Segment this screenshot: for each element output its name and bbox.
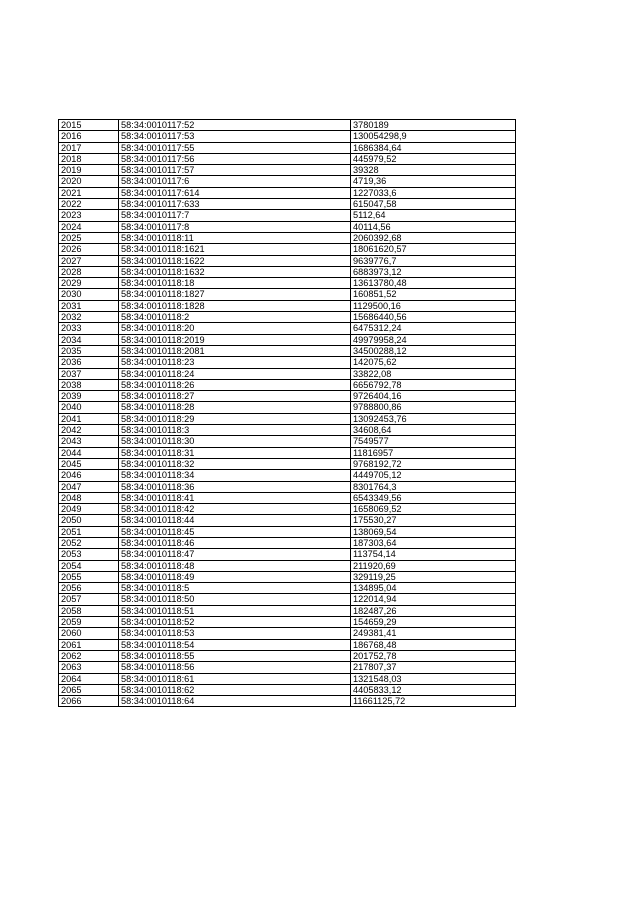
row-number-cell: 2027 bbox=[59, 255, 119, 266]
row-number-cell: 2033 bbox=[59, 323, 119, 334]
row-number-cell: 2055 bbox=[59, 571, 119, 582]
value-cell: 34500288,12 bbox=[351, 345, 516, 356]
table-row bbox=[59, 323, 516, 334]
cadastral-number-cell: 58:34:0010118:50 bbox=[119, 594, 351, 605]
table-row bbox=[59, 312, 516, 323]
row-number-cell: 2036 bbox=[59, 357, 119, 368]
table-row bbox=[59, 684, 516, 695]
cadastral-number-cell: 58:34:0010117:633 bbox=[119, 199, 351, 210]
value-cell: 186768,48 bbox=[351, 639, 516, 650]
cadastral-number-cell: 58:34:0010117:52 bbox=[119, 120, 351, 131]
row-number-cell: 2046 bbox=[59, 470, 119, 481]
cadastral-number-cell: 58:34:0010118:44 bbox=[119, 515, 351, 526]
cadastral-number-cell: 58:34:0010118:48 bbox=[119, 560, 351, 571]
table-row bbox=[59, 650, 516, 661]
value-cell: 39328 bbox=[351, 165, 516, 176]
value-cell: 4405833,12 bbox=[351, 684, 516, 695]
row-number-cell: 2035 bbox=[59, 345, 119, 356]
row-number-cell: 2020 bbox=[59, 176, 119, 187]
row-number-cell: 2048 bbox=[59, 492, 119, 503]
value-cell: 6656792,78 bbox=[351, 379, 516, 390]
table-row bbox=[59, 673, 516, 684]
row-number-cell: 2054 bbox=[59, 560, 119, 571]
table-row bbox=[59, 447, 516, 458]
row-number-cell: 2049 bbox=[59, 504, 119, 515]
table-row bbox=[59, 255, 516, 266]
row-number-cell: 2047 bbox=[59, 481, 119, 492]
cadastral-number-cell: 58:34:0010117:53 bbox=[119, 131, 351, 142]
cadastral-number-cell: 58:34:0010118:53 bbox=[119, 628, 351, 639]
value-cell: 160851,52 bbox=[351, 289, 516, 300]
table-row bbox=[59, 662, 516, 673]
value-cell: 49979958,24 bbox=[351, 334, 516, 345]
value-cell: 113754,14 bbox=[351, 549, 516, 560]
table-row bbox=[59, 334, 516, 345]
value-cell: 13092453,76 bbox=[351, 413, 516, 424]
data-table bbox=[58, 119, 516, 707]
table-row bbox=[59, 187, 516, 198]
value-cell: 1129500,16 bbox=[351, 300, 516, 311]
value-cell: 6475312,24 bbox=[351, 323, 516, 334]
table-row bbox=[59, 142, 516, 153]
cadastral-number-cell: 58:34:0010118:46 bbox=[119, 537, 351, 548]
table-row bbox=[59, 199, 516, 210]
table-row bbox=[59, 357, 516, 368]
row-number-cell: 2029 bbox=[59, 278, 119, 289]
row-number-cell: 2061 bbox=[59, 639, 119, 650]
cadastral-number-cell: 58:34:0010118:51 bbox=[119, 605, 351, 616]
table-row bbox=[59, 425, 516, 436]
cadastral-number-cell: 58:34:0010118:2081 bbox=[119, 345, 351, 356]
value-cell: 211920,69 bbox=[351, 560, 516, 571]
row-number-cell: 2021 bbox=[59, 187, 119, 198]
value-cell: 130054298,9 bbox=[351, 131, 516, 142]
value-cell: 2060392,68 bbox=[351, 232, 516, 243]
value-cell: 122014,94 bbox=[351, 594, 516, 605]
table-row bbox=[59, 628, 516, 639]
table-row bbox=[59, 120, 516, 131]
cadastral-number-cell: 58:34:0010117:55 bbox=[119, 142, 351, 153]
value-cell: 9768192,72 bbox=[351, 458, 516, 469]
row-number-cell: 2019 bbox=[59, 165, 119, 176]
value-cell: 1658069,52 bbox=[351, 504, 516, 515]
cadastral-number-cell: 58:34:0010118:1632 bbox=[119, 266, 351, 277]
cadastral-number-cell: 58:34:0010118:54 bbox=[119, 639, 351, 650]
row-number-cell: 2030 bbox=[59, 289, 119, 300]
table-row bbox=[59, 153, 516, 164]
cadastral-number-cell: 58:34:0010118:62 bbox=[119, 684, 351, 695]
table-row bbox=[59, 244, 516, 255]
row-number-cell: 2044 bbox=[59, 447, 119, 458]
row-number-cell: 2064 bbox=[59, 673, 119, 684]
table-row bbox=[59, 210, 516, 221]
cadastral-number-cell: 58:34:0010118:47 bbox=[119, 549, 351, 560]
value-cell: 142075,62 bbox=[351, 357, 516, 368]
row-number-cell: 2066 bbox=[59, 696, 119, 707]
value-cell: 1321548,03 bbox=[351, 673, 516, 684]
value-cell: 6883973,12 bbox=[351, 266, 516, 277]
value-cell: 138069,54 bbox=[351, 526, 516, 537]
cadastral-number-cell: 58:34:0010117:614 bbox=[119, 187, 351, 198]
row-number-cell: 2043 bbox=[59, 436, 119, 447]
cadastral-number-cell: 58:34:0010118:31 bbox=[119, 447, 351, 458]
row-number-cell: 2018 bbox=[59, 153, 119, 164]
value-cell: 615047,58 bbox=[351, 199, 516, 210]
row-number-cell: 2050 bbox=[59, 515, 119, 526]
row-number-cell: 2042 bbox=[59, 425, 119, 436]
table-row bbox=[59, 221, 516, 232]
value-cell: 154659,29 bbox=[351, 617, 516, 628]
value-cell: 11661125,72 bbox=[351, 696, 516, 707]
table-row bbox=[59, 176, 516, 187]
value-cell: 217807,37 bbox=[351, 662, 516, 673]
table-row bbox=[59, 413, 516, 424]
cadastral-number-cell: 58:34:0010117:7 bbox=[119, 210, 351, 221]
row-number-cell: 2015 bbox=[59, 120, 119, 131]
value-cell: 329119,25 bbox=[351, 571, 516, 582]
table-row bbox=[59, 345, 516, 356]
row-number-cell: 2039 bbox=[59, 391, 119, 402]
cadastral-number-cell: 58:34:0010118:64 bbox=[119, 696, 351, 707]
table-row bbox=[59, 481, 516, 492]
row-number-cell: 2056 bbox=[59, 583, 119, 594]
row-number-cell: 2052 bbox=[59, 537, 119, 548]
row-number-cell: 2023 bbox=[59, 210, 119, 221]
row-number-cell: 2016 bbox=[59, 131, 119, 142]
cadastral-number-cell: 58:34:0010118:3 bbox=[119, 425, 351, 436]
row-number-cell: 2025 bbox=[59, 232, 119, 243]
cadastral-number-cell: 58:34:0010118:1827 bbox=[119, 289, 351, 300]
row-number-cell: 2037 bbox=[59, 368, 119, 379]
value-cell: 1686384,64 bbox=[351, 142, 516, 153]
value-cell: 249381,41 bbox=[351, 628, 516, 639]
cadastral-number-cell: 58:34:0010117:56 bbox=[119, 153, 351, 164]
table-row bbox=[59, 470, 516, 481]
cadastral-number-cell: 58:34:0010118:11 bbox=[119, 232, 351, 243]
row-number-cell: 2065 bbox=[59, 684, 119, 695]
cadastral-number-cell: 58:34:0010118:23 bbox=[119, 357, 351, 368]
cadastral-number-cell: 58:34:0010118:36 bbox=[119, 481, 351, 492]
cadastral-number-cell: 58:34:0010118:18 bbox=[119, 278, 351, 289]
cadastral-number-cell: 58:34:0010118:24 bbox=[119, 368, 351, 379]
value-cell: 40114,56 bbox=[351, 221, 516, 232]
cadastral-number-cell: 58:34:0010118:1621 bbox=[119, 244, 351, 255]
cadastral-number-cell: 58:34:0010118:55 bbox=[119, 650, 351, 661]
cadastral-number-cell: 58:34:0010117:8 bbox=[119, 221, 351, 232]
cadastral-number-cell: 58:34:0010118:32 bbox=[119, 458, 351, 469]
row-number-cell: 2060 bbox=[59, 628, 119, 639]
value-cell: 34608,64 bbox=[351, 425, 516, 436]
cadastral-number-cell: 58:34:0010118:27 bbox=[119, 391, 351, 402]
row-number-cell: 2024 bbox=[59, 221, 119, 232]
row-number-cell: 2062 bbox=[59, 650, 119, 661]
row-number-cell: 2053 bbox=[59, 549, 119, 560]
table-row bbox=[59, 402, 516, 413]
table-row bbox=[59, 278, 516, 289]
cadastral-number-cell: 58:34:0010118:52 bbox=[119, 617, 351, 628]
table-row bbox=[59, 391, 516, 402]
table-row bbox=[59, 537, 516, 548]
table-row bbox=[59, 368, 516, 379]
value-cell: 7549577 bbox=[351, 436, 516, 447]
table-row bbox=[59, 594, 516, 605]
value-cell: 18061620,57 bbox=[351, 244, 516, 255]
row-number-cell: 2041 bbox=[59, 413, 119, 424]
table-row bbox=[59, 515, 516, 526]
cadastral-number-cell: 58:34:0010118:1828 bbox=[119, 300, 351, 311]
value-cell: 1227033,6 bbox=[351, 187, 516, 198]
table-body bbox=[59, 120, 516, 707]
value-cell: 15686440,56 bbox=[351, 312, 516, 323]
row-number-cell: 2063 bbox=[59, 662, 119, 673]
cadastral-number-cell: 58:34:0010118:28 bbox=[119, 402, 351, 413]
table-row bbox=[59, 504, 516, 515]
table-row bbox=[59, 560, 516, 571]
row-number-cell: 2051 bbox=[59, 526, 119, 537]
value-cell: 3780189 bbox=[351, 120, 516, 131]
row-number-cell: 2045 bbox=[59, 458, 119, 469]
cadastral-number-cell: 58:34:0010118:42 bbox=[119, 504, 351, 515]
table-row bbox=[59, 458, 516, 469]
cadastral-number-cell: 58:34:0010118:1622 bbox=[119, 255, 351, 266]
value-cell: 175530,27 bbox=[351, 515, 516, 526]
value-cell: 445979,52 bbox=[351, 153, 516, 164]
table-row bbox=[59, 165, 516, 176]
cadastral-number-cell: 58:34:0010118:2019 bbox=[119, 334, 351, 345]
cadastral-number-cell: 58:34:0010118:30 bbox=[119, 436, 351, 447]
value-cell: 6543349,56 bbox=[351, 492, 516, 503]
table-row bbox=[59, 379, 516, 390]
table-row bbox=[59, 617, 516, 628]
row-number-cell: 2040 bbox=[59, 402, 119, 413]
value-cell: 4719,36 bbox=[351, 176, 516, 187]
cadastral-number-cell: 58:34:0010118:2 bbox=[119, 312, 351, 323]
table-row bbox=[59, 300, 516, 311]
table-row bbox=[59, 232, 516, 243]
row-number-cell: 2017 bbox=[59, 142, 119, 153]
table-row bbox=[59, 696, 516, 707]
cadastral-number-cell: 58:34:0010118:41 bbox=[119, 492, 351, 503]
table-row bbox=[59, 571, 516, 582]
row-number-cell: 2026 bbox=[59, 244, 119, 255]
value-cell: 11816957 bbox=[351, 447, 516, 458]
value-cell: 5112,64 bbox=[351, 210, 516, 221]
table-row bbox=[59, 436, 516, 447]
cadastral-number-cell: 58:34:0010118:5 bbox=[119, 583, 351, 594]
row-number-cell: 2038 bbox=[59, 379, 119, 390]
table-row bbox=[59, 526, 516, 537]
table-row bbox=[59, 549, 516, 560]
value-cell: 134895,04 bbox=[351, 583, 516, 594]
value-cell: 182487,26 bbox=[351, 605, 516, 616]
table-row bbox=[59, 289, 516, 300]
row-number-cell: 2028 bbox=[59, 266, 119, 277]
table-row bbox=[59, 639, 516, 650]
value-cell: 4449705,12 bbox=[351, 470, 516, 481]
value-cell: 9726404,16 bbox=[351, 391, 516, 402]
cadastral-number-cell: 58:34:0010117:57 bbox=[119, 165, 351, 176]
cadastral-number-cell: 58:34:0010118:20 bbox=[119, 323, 351, 334]
row-number-cell: 2022 bbox=[59, 199, 119, 210]
table-row bbox=[59, 266, 516, 277]
row-number-cell: 2031 bbox=[59, 300, 119, 311]
cadastral-number-cell: 58:34:0010118:29 bbox=[119, 413, 351, 424]
cadastral-number-cell: 58:34:0010118:34 bbox=[119, 470, 351, 481]
row-number-cell: 2058 bbox=[59, 605, 119, 616]
row-number-cell: 2057 bbox=[59, 594, 119, 605]
cadastral-number-cell: 58:34:0010118:49 bbox=[119, 571, 351, 582]
table-row bbox=[59, 131, 516, 142]
table-row bbox=[59, 605, 516, 616]
value-cell: 187303,64 bbox=[351, 537, 516, 548]
table-row bbox=[59, 583, 516, 594]
value-cell: 9639776,7 bbox=[351, 255, 516, 266]
value-cell: 9788800,86 bbox=[351, 402, 516, 413]
value-cell: 8301764,3 bbox=[351, 481, 516, 492]
table-row bbox=[59, 492, 516, 503]
cadastral-number-cell: 58:34:0010118:26 bbox=[119, 379, 351, 390]
value-cell: 33822,08 bbox=[351, 368, 516, 379]
value-cell: 201752,78 bbox=[351, 650, 516, 661]
cadastral-number-cell: 58:34:0010118:56 bbox=[119, 662, 351, 673]
row-number-cell: 2032 bbox=[59, 312, 119, 323]
cadastral-number-cell: 58:34:0010118:45 bbox=[119, 526, 351, 537]
cadastral-number-cell: 58:34:0010118:61 bbox=[119, 673, 351, 684]
row-number-cell: 2059 bbox=[59, 617, 119, 628]
cadastral-number-cell: 58:34:0010117:6 bbox=[119, 176, 351, 187]
row-number-cell: 2034 bbox=[59, 334, 119, 345]
value-cell: 13613780,48 bbox=[351, 278, 516, 289]
